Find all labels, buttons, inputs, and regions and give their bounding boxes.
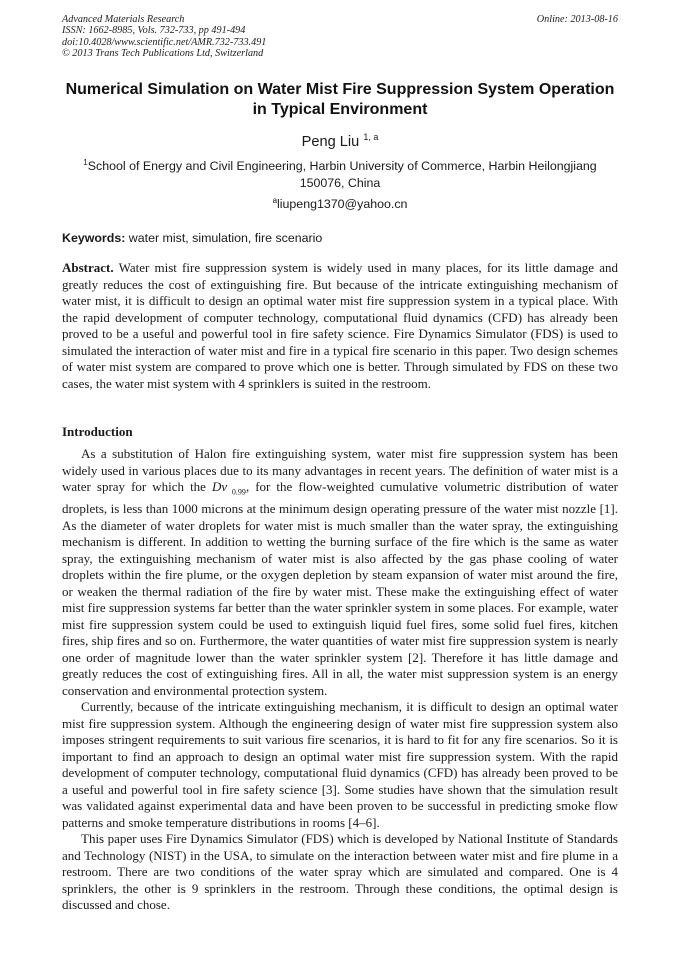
introduction-body — [62, 446, 618, 914]
intro-paragraph-2: Currently, because of the intricate extinguishing mechanism, it is difficult to design an optimal water mist fire suppression system. Although the engineering design of water mist fire suppression system also imposes stringent requirements to suit various fire scenarios, it is hard to fit for any fire scenarios. So it is important to find an approach to design an optimal water mist fire suppression system. With the rapid development of computer technology, computational fluid dynamics (CFD) has already been proved to be a useful and powerful tool in fire safety science [3]. Some studies have shown that the simulation result was validated against experimental data and have been proven to be successful in predicting smoke flow patterns and smoke temperature distributions in rooms [4–6]. — [62, 699, 618, 830]
abstract-label: Abstract. — [62, 260, 114, 275]
dv-subscript: 0.99 — [227, 487, 246, 497]
author-sup: 1, a — [363, 132, 379, 142]
intro-paragraph-1 — [62, 446, 618, 699]
keywords-label: Keywords: — [62, 231, 126, 245]
doi: doi:10.4028/www.scientific.net/AMR.732-733.491 — [62, 36, 267, 48]
issn: ISSN: 1662-8985, Vols. 732-733, pp 491-494 — [62, 25, 246, 37]
title-line-1: Numerical Simulation on Water Mist Fire Suppression System Operation — [65, 81, 615, 98]
affiliation-sup: 1 — [83, 158, 88, 167]
author — [62, 128, 618, 151]
affiliation — [62, 154, 618, 192]
online-date: Online: 2013-08-16 — [536, 14, 618, 25]
affiliation-line-2: 150076, China — [299, 176, 381, 191]
keywords — [62, 230, 618, 246]
title-line-2: in Typical Environment — [252, 101, 428, 118]
dv-symbol: Dv — [211, 479, 228, 494]
intro-paragraph-3: This paper uses Fire Dynamics Simulator (FDS) which is developed by National Institute of Standards and Technology (NIST) in the USA, to simulate on the interaction between water mist and fire plume in a restroom. There are two conditions of the water spray which are simulated and compared. One is 4 sprinklers, the other is 9 sprinklers in the restroom. Through these conditions, the optimal design is discussed and chose. — [62, 831, 618, 913]
email — [62, 193, 618, 212]
email-address[interactable]: liupeng1370@yahoo.cn — [277, 197, 408, 212]
paper-title — [62, 80, 618, 120]
affiliation-line-1: School of Energy and Civil Engineering, Harbin University of Commerce, Harbin Heilongjiang — [87, 159, 597, 174]
journal-header — [62, 14, 618, 60]
abstract — [62, 260, 618, 392]
intro-p1-part-a: As a substitution of Halon fire extinguishing system, water mist fire suppression system has been widely used in various places due to its many advantages in recent years. The definition of water mist is a water spray for which the — [62, 446, 618, 494]
intro-p1-part-b: , for the flow-weighted cumulative volumetric distribution of water droplets, is less than 1000 microns at the minimum design operating pressure of the water mist nozzle [1]. As the diameter of water droplets for water mist is much smaller than the water spray, the extinguishing mechanism is different. In addition to wetting the burning surface of the fire which is the same as water spray, the extinguishing mechanism of water mist is also affected by the gas phase cooling of water droplets within the fire plume, or the oxygen depletion by steam expansion of water mist around the fire, or weaken the thermal radiation of the fire by water mist. These make the extinguishing effect of water mist fire suppression systems far better than the water sprinkler system in some places. For example, water mist fire suppression system could be used to extinguish liquid fuel fires, some solid fuel fires, kitchen fires, ship fires and so on. Furthermore, the water quantities of water mist fire suppression system is nearly one order of magnitude lower than the water sprinkler system [2]. Therefore it has little damage and greatly reduces the cost of extinguishing fires. All in all, the water mist suppression system is an energy conservation and environmental protection system. — [62, 479, 618, 698]
keywords-text: water mist, simulation, fire scenario — [125, 231, 323, 245]
introduction-heading: Introduction — [62, 424, 133, 439]
email-sup: a — [272, 196, 278, 205]
author-name: Peng Liu — [301, 133, 360, 150]
abstract-text: Water mist fire suppression system is widely used in many places, for its little damage and greatly reduces the cost of extinguishing fire. But because of the intricate extinguishing mechanism of water mist, it is difficult to design an optimal water mist fire suppression system in a typical place. With the rapid development of computer technology, computational fluid dynamics (CFD) has already been proved to be a useful and powerful tool in fire safety science. Fire Dynamics Simulator (FDS) is used to simulated the interaction of water mist and fire in a typical fire scenario in this paper. Two design schemes of water mist system are compared to prove which one is better. Through simulated by FDS on these two cases, the water mist system with 4 sprinklers is suited in the restroom. — [62, 260, 618, 391]
journal-name: Advanced Materials Research — [62, 14, 185, 25]
copyright: © 2013 Trans Tech Publications Ltd, Switzerland — [62, 48, 264, 60]
